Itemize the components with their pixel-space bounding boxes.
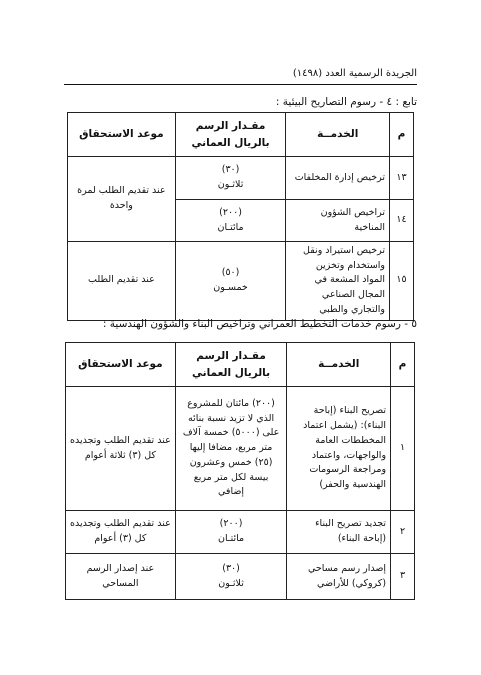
col-header-due: موعد الاستحقاق	[68, 113, 176, 157]
row-fee	[175, 511, 287, 554]
row-fee: (٢٠٠) مائتان للمشروع الذي لا تزيد نسبة بنائه على (٥٠٠٠) خمسة آلاف متر مربع، مضافا إليها (٢٥) خمس وعشرون بيسة لكل متر مربع إضافي	[175, 387, 287, 511]
fee-number: (٥٠)	[221, 267, 240, 279]
fee-number: (٣٠)	[221, 164, 240, 176]
row-service: تجديد تصريح البناء (إباحة البناء)	[287, 511, 391, 554]
table-header-row	[68, 113, 414, 157]
row-due: عند تقديم الطلب وتجديده كل (٣) أعوام	[66, 511, 176, 554]
col-header-num: م	[391, 343, 415, 387]
fee-words: ثلاثـون	[217, 179, 244, 190]
row-service: ترخيص إدارة المخلفات	[286, 157, 390, 200]
col-header-fee: مقـدار الرسم بالريال العماني	[175, 113, 286, 157]
gazette-header: الجريدة الرسمية العدد (١٤٩٨)	[292, 68, 417, 79]
row-fee	[175, 554, 287, 600]
table-row	[68, 242, 414, 321]
col-header-service: الخدمــة	[287, 343, 391, 387]
row-fee	[175, 242, 286, 321]
fee-number: (٢٠٠)	[219, 206, 242, 218]
urban-planning-fees-table	[65, 342, 415, 600]
row-due: عند إصدار الرسم المساحي	[66, 554, 176, 600]
fee-words: خمسـون	[213, 281, 248, 293]
fee-number: (٢٠٠)	[219, 518, 243, 530]
row-num: ٢	[391, 511, 415, 554]
row-service: ترخيص استيراد ونقل واستخدام وتخزين المواد المشعة في المجال الصناعي والتجاري والطبي	[286, 242, 390, 321]
table-row	[66, 511, 415, 554]
row-num: ٣	[391, 554, 415, 600]
table-header-row	[66, 343, 415, 387]
fee-words: مائتـان	[217, 533, 245, 544]
section-title-urban-planning: ٥ - رسوم خدمات التخطيط العمراني وتراخيص البناء والشؤون الهندسية :	[102, 318, 417, 330]
row-num: ١	[391, 387, 415, 511]
table-row	[68, 157, 414, 200]
row-service: تراخيص الشؤون المناخية	[286, 200, 390, 242]
table-row	[66, 554, 415, 600]
row-due: عند تقديم الطلب	[68, 242, 176, 321]
col-header-due: موعد الاستحقاق	[66, 343, 176, 387]
row-service: إصدار رسم مساحي (كروكي) للأراضي	[287, 554, 391, 600]
row-num: ١٥	[390, 242, 414, 321]
row-num: ١٤	[390, 200, 414, 242]
fee-number: (٣٠)	[222, 562, 240, 574]
fee-words: مائتـان	[217, 221, 244, 233]
row-service: تصريح البناء (إباحة البناء): (يشمل اعتماد المخططات العامة والواجهات، واعتماد ومراجعة الرسومات الهندسية والحفر)	[287, 387, 391, 511]
environmental-permits-table	[67, 112, 414, 321]
section-title-environmental: تابع : ٤ - رسوم التصاريح البيئية :	[275, 96, 417, 108]
header-rule	[64, 84, 417, 85]
row-num: ١٣	[390, 157, 414, 200]
row-due-merged: عند تقديم الطلب لمرة واحدة	[68, 157, 176, 242]
col-header-num: م	[390, 113, 414, 157]
fee-words: ثلاثـون	[218, 577, 244, 589]
row-fee	[175, 200, 286, 242]
col-header-service: الخدمــة	[286, 113, 390, 157]
col-header-fee: مقـدار الرسم بالريال العماني	[175, 343, 287, 387]
row-fee	[175, 157, 286, 200]
table-row	[66, 387, 415, 511]
row-due: عند تقديم الطلب وتجديده كل (٣) ثلاثة أعوام	[66, 387, 176, 511]
